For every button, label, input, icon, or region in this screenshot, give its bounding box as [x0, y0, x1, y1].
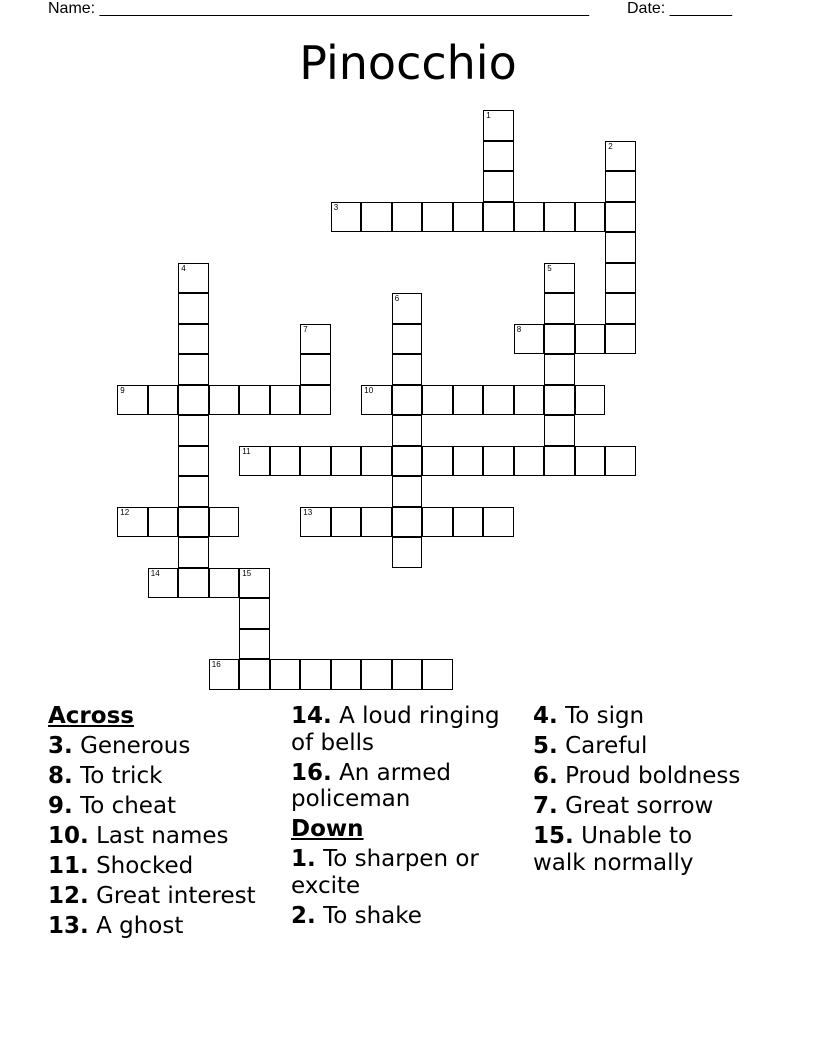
clue-number: 2.	[291, 902, 316, 929]
grid-cell[interactable]	[392, 293, 423, 324]
grid-cell[interactable]	[178, 537, 209, 568]
grid-cell[interactable]	[483, 507, 514, 538]
grid-cell[interactable]	[178, 293, 209, 324]
grid-cell[interactable]	[514, 202, 545, 233]
clue-text: Unable to walk normally	[533, 823, 694, 876]
clue-text: Careful	[565, 733, 648, 759]
clue-down	[533, 793, 743, 820]
grid-cell[interactable]	[361, 446, 392, 477]
grid-cell[interactable]	[575, 385, 606, 416]
grid-cell[interactable]	[544, 202, 575, 233]
grid-cell[interactable]	[483, 202, 514, 233]
clue-text: To trick	[80, 763, 163, 789]
cell-number: 7	[303, 324, 308, 334]
grid-cell[interactable]	[544, 293, 575, 324]
grid-cell[interactable]	[209, 659, 240, 690]
grid-cell[interactable]	[300, 446, 331, 477]
clue-text: Proud boldness	[565, 763, 741, 789]
grid-cell[interactable]	[453, 507, 484, 538]
grid-cell[interactable]	[392, 537, 423, 568]
cell-number: 3	[333, 202, 339, 212]
grid-cell[interactable]	[544, 415, 575, 446]
grid-cell[interactable]	[239, 568, 270, 599]
clue-across	[291, 760, 521, 813]
clue-down	[291, 846, 521, 899]
grid-cell[interactable]	[605, 232, 636, 263]
grid-cell[interactable]	[300, 659, 331, 690]
clue-number: 9.	[48, 793, 73, 819]
clue-number: 14.	[291, 703, 332, 729]
grid-cell[interactable]	[178, 507, 209, 538]
cell-number: 14	[150, 568, 160, 578]
clue-number: 8.	[48, 763, 73, 789]
grid-cell[interactable]	[544, 263, 575, 294]
grid-cell[interactable]	[544, 446, 575, 477]
grid-cell[interactable]	[148, 568, 179, 599]
grid-cell[interactable]	[575, 202, 606, 233]
grid-cell[interactable]	[544, 385, 575, 416]
clue-text: A loud ringing of bells	[291, 703, 500, 756]
grid-cell[interactable]	[392, 354, 423, 385]
cell-number: 10	[364, 385, 374, 395]
clue-text: To sharpen or excite	[291, 846, 479, 899]
grid-cell[interactable]	[483, 446, 514, 477]
clue-across	[48, 913, 283, 940]
grid-cell[interactable]	[483, 385, 514, 416]
grid-cell[interactable]	[422, 659, 453, 690]
cell-number: 12	[120, 507, 130, 517]
clue-across	[48, 883, 283, 910]
cell-number: 9	[120, 385, 125, 395]
grid-cell[interactable]	[453, 202, 484, 233]
clue-across	[48, 793, 283, 820]
grid-cell[interactable]	[575, 446, 606, 477]
clue-text: An armed policeman	[291, 759, 451, 812]
cell-number: 8	[516, 324, 522, 334]
clue-number: 1.	[291, 846, 316, 872]
clue-number: 15.	[533, 823, 574, 849]
grid-cell[interactable]	[605, 293, 636, 324]
clue-down	[533, 763, 743, 790]
clue-across	[48, 763, 283, 790]
clue-across	[48, 823, 283, 850]
grid-cell[interactable]	[422, 202, 453, 233]
grid-cell[interactable]	[453, 385, 484, 416]
grid-cell[interactable]	[514, 446, 545, 477]
grid-cell[interactable]	[178, 415, 209, 446]
clue-number: 7.	[533, 793, 558, 819]
cell-number: 2	[608, 141, 613, 151]
grid-cell[interactable]	[331, 446, 362, 477]
clue-text: Last names	[96, 823, 229, 849]
clue-number: 11.	[48, 853, 89, 879]
grid-cell[interactable]	[392, 385, 423, 416]
grid-cell[interactable]	[605, 171, 636, 202]
clue-number: 16.	[291, 759, 332, 786]
grid-cell[interactable]	[605, 446, 636, 477]
grid-cell[interactable]	[300, 324, 331, 355]
grid-cell[interactable]	[270, 446, 301, 477]
grid-cell[interactable]	[300, 354, 331, 385]
grid-cell[interactable]	[178, 568, 209, 599]
grid-cell[interactable]	[209, 385, 240, 416]
grid-cell[interactable]	[392, 324, 423, 355]
clue-text: A ghost	[96, 913, 184, 939]
cell-number: 13	[303, 507, 313, 517]
grid-cell[interactable]	[514, 385, 545, 416]
grid-cell[interactable]	[422, 385, 453, 416]
grid-cell[interactable]	[483, 171, 514, 202]
clue-down	[533, 823, 743, 876]
clues-column-3	[533, 703, 743, 880]
grid-cell[interactable]	[392, 446, 423, 477]
grid-cell[interactable]	[544, 324, 575, 355]
clue-text: To cheat	[80, 793, 177, 819]
grid-cell[interactable]	[331, 507, 362, 538]
grid-cell[interactable]	[178, 446, 209, 477]
grid-cell[interactable]	[392, 507, 423, 538]
clue-down	[533, 703, 743, 730]
grid-cell[interactable]	[605, 263, 636, 294]
page-title: Pinocchio	[299, 36, 517, 90]
grid-cell[interactable]	[514, 324, 545, 355]
cell-number: 15	[242, 568, 252, 578]
grid-cell[interactable]	[483, 110, 514, 141]
clue-text: To sign	[565, 703, 645, 729]
grid-cell[interactable]	[300, 385, 331, 416]
clues-column-2	[291, 703, 521, 933]
cell-number: 5	[547, 263, 552, 273]
clue-number: 6.	[533, 763, 558, 789]
grid-cell[interactable]	[270, 385, 301, 416]
grid-cell[interactable]	[361, 507, 392, 538]
clue-number: 12.	[48, 883, 89, 909]
grid-cell[interactable]	[178, 385, 209, 416]
grid-cell[interactable]	[331, 659, 362, 690]
grid-cell[interactable]	[544, 354, 575, 385]
grid-cell[interactable]	[422, 507, 453, 538]
grid-cell[interactable]	[239, 446, 270, 477]
grid-cell[interactable]	[605, 202, 636, 233]
grid-cell[interactable]	[361, 385, 392, 416]
cell-number: 6	[394, 294, 400, 304]
grid-cell[interactable]	[361, 659, 392, 690]
cell-number: 16	[211, 660, 221, 670]
grid-cell[interactable]	[178, 324, 209, 355]
clue-across	[48, 733, 283, 760]
grid-cell[interactable]	[117, 507, 148, 538]
clue-text: Great sorrow	[565, 793, 714, 819]
grid-cell[interactable]	[392, 476, 423, 507]
down-heading: Down	[291, 816, 364, 842]
clue-number: 13.	[48, 913, 89, 939]
date-field: Date: _______	[627, 0, 732, 17]
grid-cell[interactable]	[483, 141, 514, 172]
grid-cell[interactable]	[575, 324, 606, 355]
grid-cell[interactable]	[361, 202, 392, 233]
clue-down	[533, 733, 743, 760]
grid-cell[interactable]	[117, 385, 148, 416]
cell-number: 11	[242, 446, 251, 456]
grid-cell[interactable]	[453, 446, 484, 477]
grid-cell[interactable]	[178, 354, 209, 385]
clue-text: Great interest	[96, 883, 256, 909]
grid-cell[interactable]	[209, 507, 240, 538]
name-field: Name: _______________________________________________________	[48, 0, 589, 17]
clue-text: Generous	[80, 733, 191, 759]
grid-cell[interactable]	[239, 659, 270, 690]
grid-cell[interactable]	[605, 141, 636, 172]
grid-cell[interactable]	[148, 385, 179, 416]
clue-text: Shocked	[96, 853, 194, 879]
clue-text: To shake	[323, 902, 422, 929]
clue-number: 4.	[533, 703, 558, 729]
grid-cell[interactable]	[422, 446, 453, 477]
clues-column-1	[48, 703, 283, 943]
grid-cell[interactable]	[239, 598, 270, 629]
grid-cell[interactable]	[300, 507, 331, 538]
grid-cell[interactable]	[148, 507, 179, 538]
cell-number: 4	[181, 263, 186, 273]
grid-cell[interactable]	[178, 476, 209, 507]
clue-across	[291, 703, 521, 756]
clue-number: 5.	[533, 733, 558, 759]
grid-cell[interactable]	[605, 324, 636, 355]
cell-number: 1	[486, 111, 491, 121]
grid-cell[interactable]	[239, 629, 270, 660]
grid-cell[interactable]	[209, 568, 240, 599]
clue-across	[48, 853, 283, 880]
across-heading: Across	[48, 703, 134, 729]
clue-number: 3.	[48, 733, 73, 759]
grid-cell[interactable]	[239, 385, 270, 416]
clue-down	[291, 903, 521, 930]
grid-cell[interactable]	[392, 415, 423, 446]
clue-number: 10.	[48, 823, 89, 849]
grid-cell[interactable]	[392, 659, 423, 690]
grid-cell[interactable]	[392, 202, 423, 233]
grid-cell[interactable]	[331, 202, 362, 233]
grid-cell[interactable]	[270, 659, 301, 690]
grid-cell[interactable]	[178, 263, 209, 294]
